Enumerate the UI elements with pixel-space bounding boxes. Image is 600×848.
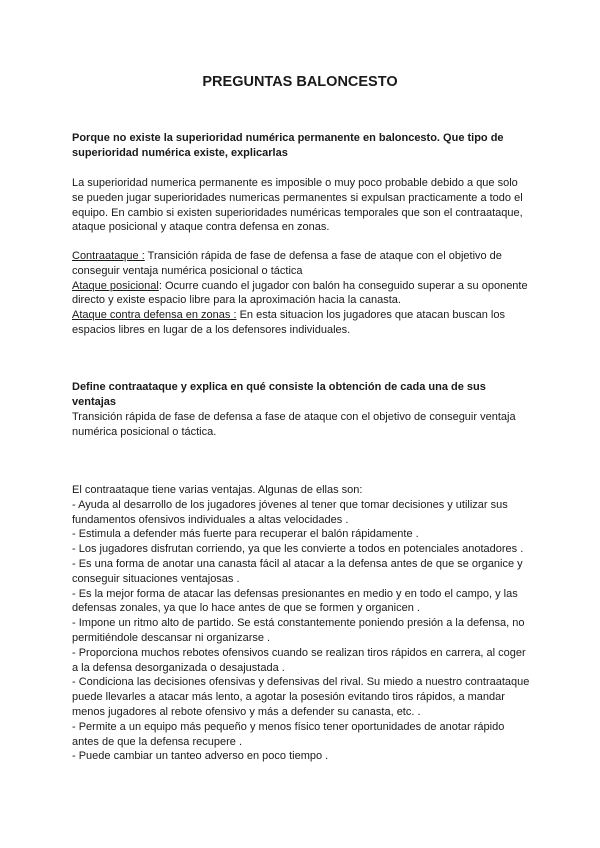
- advantages-intro: El contraataque tiene varias ventajas. Algunas de ellas son:: [72, 484, 363, 496]
- list-item: - Impone un ritmo alto de partido. Se está constantemente poniendo presión a la defensa, no permitiéndole descansar ni organizarse .: [72, 617, 525, 644]
- list-item: - Estimula a defender más fuerte para recuperar el balón rápidamente .: [72, 528, 419, 541]
- definition-text: Transición rápida de fase de defensa a fase de ataque con el objetivo de conseguir ventaja numérica posicional o táctica: [72, 250, 502, 277]
- answer-2-paragraph: Transición rápida de fase de defensa a fase de ataque con el objetivo de conseguir ventaja numérica posicional o táctica.: [72, 411, 516, 438]
- definition-term: Contraataque :: [72, 250, 145, 262]
- definition-ataque-posicional: [72, 279, 530, 309]
- list-item: - Es la mejor forma de atacar las defensas presionantes en medio y en todo el campo, y las defensas zonales, ya que lo hace antes de que se formen y organicen .: [72, 587, 518, 615]
- definitions-list: [72, 249, 530, 338]
- definition-term: Ataque posicional: [72, 279, 159, 292]
- definition-text: : Ocurre cuando el jugador con balón ha conseguido superar a su oponente directo y existe espacio libre para la aproximación hacia la canasta.: [72, 279, 528, 307]
- list-item: - Puede cambiar un tanteo adverso en poco tiempo .: [72, 750, 329, 763]
- list-item: - Es una forma de anotar una canasta fácil al atacar a la defensa antes de que se organice y conseguir situaciones ventajosas .: [72, 557, 523, 585]
- answer-1-paragraph: La superioridad numerica permanente es imposible o muy poco probable debido a que solo se pueden jugar superioridades numericas permanentes si expulsan practicamente a todo el equipo. En cambio si existen superioridades numéricas temporales que son el contraataque, ataque posicional y ataque contra defensa en zonas.: [72, 177, 523, 234]
- list-item: - Condiciona las decisiones ofensivas y defensivas del rival. Su miedo a nuestro contraataque puede llevarles a atacar más lento, a agotar la posesión evitando tiros rápidos, a mandar menos jugadores al rebote ofensivo y más a defender su canasta, etc. .: [72, 676, 530, 718]
- definition-contraataque: [72, 249, 530, 279]
- list-item: - Ayuda al desarrollo de los jugadores jóvenes al tener que tomar decisiones y utilizar sus fundamentos ofensivos individuales a altas velocidades .: [72, 498, 508, 526]
- question-1: Porque no existe la superioridad numérica permanente en baloncesto. Que tipo de superioridad numérica existe, explicarlas: [72, 132, 504, 159]
- definition-ataque-zonas: [72, 308, 530, 338]
- advantages-list: [72, 483, 530, 764]
- list-item: - Permite a un equipo más pequeño y menos físico tener oportunidades de anotar rápido antes de que la defensa recupere .: [72, 720, 505, 748]
- definition-term: Ataque contra defensa en zonas :: [72, 309, 237, 322]
- question-2: Define contraataque y explica en qué consiste la obtención de cada una de sus ventajas: [72, 381, 486, 408]
- definition-text: En esta situacion los jugadores que atacan buscan los espacios libres en lugar de a los defensores individuales.: [72, 309, 505, 336]
- list-item: - Proporciona muchos rebotes ofensivos cuando se realizan tiros rápidos en carrera, al coger a la defensa desorganizada o desajustada .: [72, 646, 526, 674]
- list-item: - Los jugadores disfrutan corriendo, ya que les convierte a todos en potenciales anotadores .: [72, 543, 524, 556]
- page-title: PREGUNTAS BALONCESTO: [202, 74, 398, 90]
